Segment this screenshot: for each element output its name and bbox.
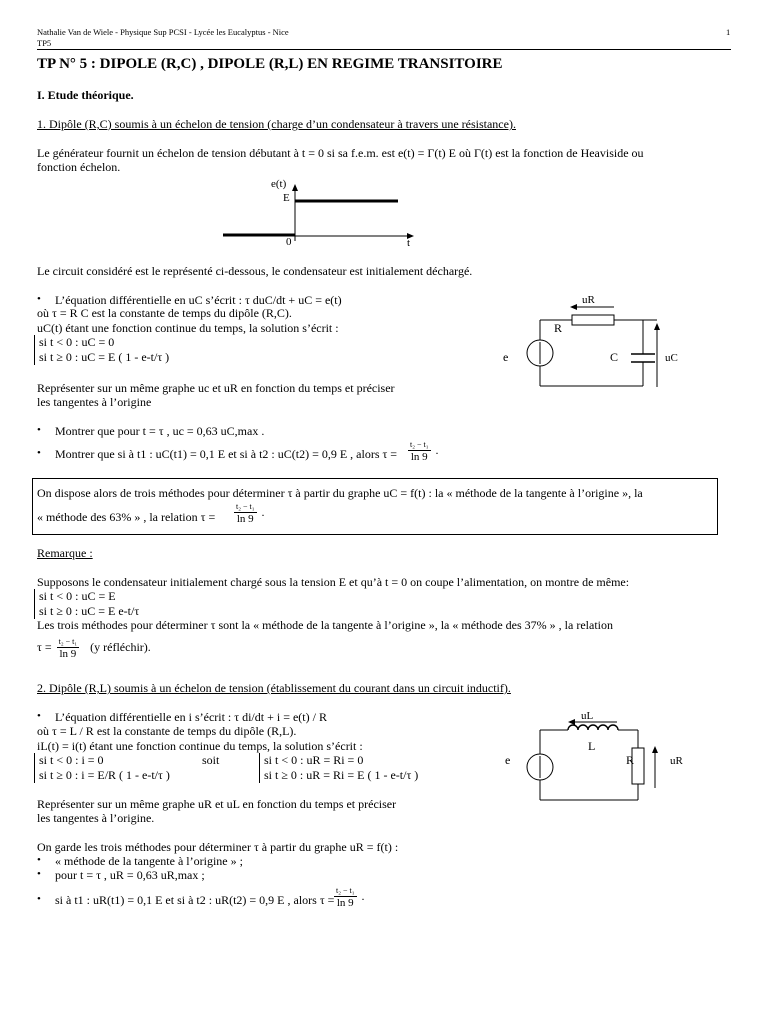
label-uR: uR — [582, 294, 595, 306]
origin-label: 0 — [286, 236, 292, 248]
header-sub: TP5 — [37, 38, 52, 48]
header-text: Nathalie Van de Wiele - Physique Sup PCSI - Lycée les Eucalyptus - Nice — [37, 27, 289, 37]
paragraph: Représenter sur un même graphe uR et uL en fonction du temps et préciser — [37, 797, 397, 811]
page-title: TP N° 5 : DIPOLE (R,C) , DIPOLE (R,L) EN REGIME TRANSITOIRE — [37, 56, 503, 72]
paragraph: Le générateur fournit un échelon de tension débutant à t = 0 si sa f.e.m. est e(t) = Γ(t) E où Γ(t) est la fonction de Heaviside ou — [37, 146, 644, 160]
bullet-method-3: • si à t1 : uR(t1) = 0,1 E et si à t2 : uR(t2) = 0,9 E , alors τ = — [55, 893, 334, 908]
section-heading: I. Etude théorique. — [37, 88, 134, 102]
paragraph: où τ = L / R est la constante de temps du dipôle (R,L). — [37, 724, 297, 738]
paragraph: les tangentes à l’origine. — [37, 811, 155, 825]
paragraph: iL(t) = i(t) étant une fonction continue du temps, la solution s’écrit : — [37, 739, 363, 753]
axis-label-t: t — [407, 237, 411, 248]
header-rule — [37, 49, 731, 50]
axis-label-e: e(t) — [271, 178, 287, 190]
bullet-method-2: • pour t = τ , uR = 0,63 uR,max ; — [55, 868, 205, 883]
paragraph: les tangentes à l’origine — [37, 395, 152, 409]
remark-title: Remarque : — [37, 546, 93, 560]
paragraph: fonction échelon. — [37, 160, 121, 174]
paragraph: où τ = R C est la constante de temps du dipôle (R,C). — [37, 306, 292, 320]
box-fraction: $\frac{\text{t₂ − t₁}}{\ln 9}$ . — [236, 502, 265, 525]
label-uR: uR — [670, 755, 683, 767]
remark-paragraph: Les trois méthodes pour déterminer τ sont la « méthode de la tangente à l’origine », la « méthode des 37% » , la relation — [37, 618, 613, 632]
label-R: R — [554, 321, 563, 335]
paragraph: On garde les trois méthodes pour déterminer τ à partir du graphe uR = f(t) : — [37, 840, 399, 854]
soit-label: soit — [202, 753, 220, 767]
remark-relation: τ = $\frac{\text{t₂ − t₁}}{\ln 9}$ (y réfléchir). — [37, 637, 151, 660]
tau-fraction: $\frac{\text{t₂ − t₁}}{\ln 9}$ . — [410, 440, 439, 463]
subsection-rl: 2. Dipôle (R,L) soumis à un échelon de tension (établissement du courant dans un circuit inductif). — [37, 681, 511, 695]
label-L: L — [588, 739, 596, 753]
level-E: E — [283, 192, 290, 204]
paragraph: uC(t) étant une fonction continue du temps, la solution s’écrit : — [37, 321, 339, 335]
label-R: R — [626, 753, 635, 767]
label-uL: uL — [581, 710, 594, 722]
bullet-show-ln9: • Montrer que si à t1 : uC(t1) = 0,1 E et si à t2 : uC(t2) = 0,9 E , alors τ = — [55, 447, 397, 462]
tau-fraction-rl: $\frac{\text{t₂ − t₁}}{\ln 9}$ . — [336, 886, 365, 909]
rc-circuit — [497, 290, 692, 400]
bullet-show-63: • Montrer que pour t = τ , uc = 0,63 uC,max . — [55, 424, 264, 439]
solution-system-i: si t < 0 : i = 0 si t ≥ 0 : i = E/R ( 1 - e-t/τ ) — [34, 753, 170, 783]
label-C: C — [610, 350, 619, 364]
step-function-graph — [215, 176, 420, 248]
label-uC: uC — [665, 352, 678, 364]
paragraph: Le circuit considéré est le représenté ci-dessous, le condensateur est initialement déchargé. — [37, 264, 473, 278]
box-line-1: On dispose alors de trois méthodes pour déterminer τ à partir du graphe uC = f(t) : la « méthode de la tangente à l’origine », la — [37, 486, 643, 500]
solution-system: si t < 0 : uC = 0 si t ≥ 0 : uC = E ( 1 - e-t/τ ) — [34, 335, 169, 365]
label-e: e — [503, 350, 509, 364]
bullet-equation-rl: • L’équation différentielle en i s’écrit : τ di/dt + i = e(t) / R — [55, 710, 327, 725]
solution-system-uR: si t < 0 : uR = Ri = 0 si t ≥ 0 : uR = Ri = E ( 1 - e-t/τ ) — [259, 753, 418, 783]
label-e: e — [505, 753, 511, 767]
bullet-equation: • L’équation différentielle en uC s’écrit : τ duC/dt + uC = e(t) — [55, 293, 342, 308]
period: . — [435, 442, 439, 457]
page-number: 1 — [726, 27, 731, 37]
rl-circuit — [497, 708, 717, 818]
bullet-method-1: • « méthode de la tangente à l’origine » ; — [55, 854, 243, 869]
box-line-2: « méthode des 63% » , la relation τ = — [37, 510, 216, 524]
remark-paragraph: Supposons le condensateur initialement chargé sous la tension E et qu’à t = 0 on coupe l’alimentation, on montre de même: — [37, 575, 630, 589]
subsection-rc: 1. Dipôle (R,C) soumis à un échelon de tension (charge d’un condensateur à travers une résistance). — [37, 117, 516, 131]
paragraph: Représenter sur un même graphe uc et uR en fonction du temps et préciser — [37, 381, 395, 395]
remark-system: si t < 0 : uC = E si t ≥ 0 : uC = E e-t/τ — [34, 589, 139, 619]
